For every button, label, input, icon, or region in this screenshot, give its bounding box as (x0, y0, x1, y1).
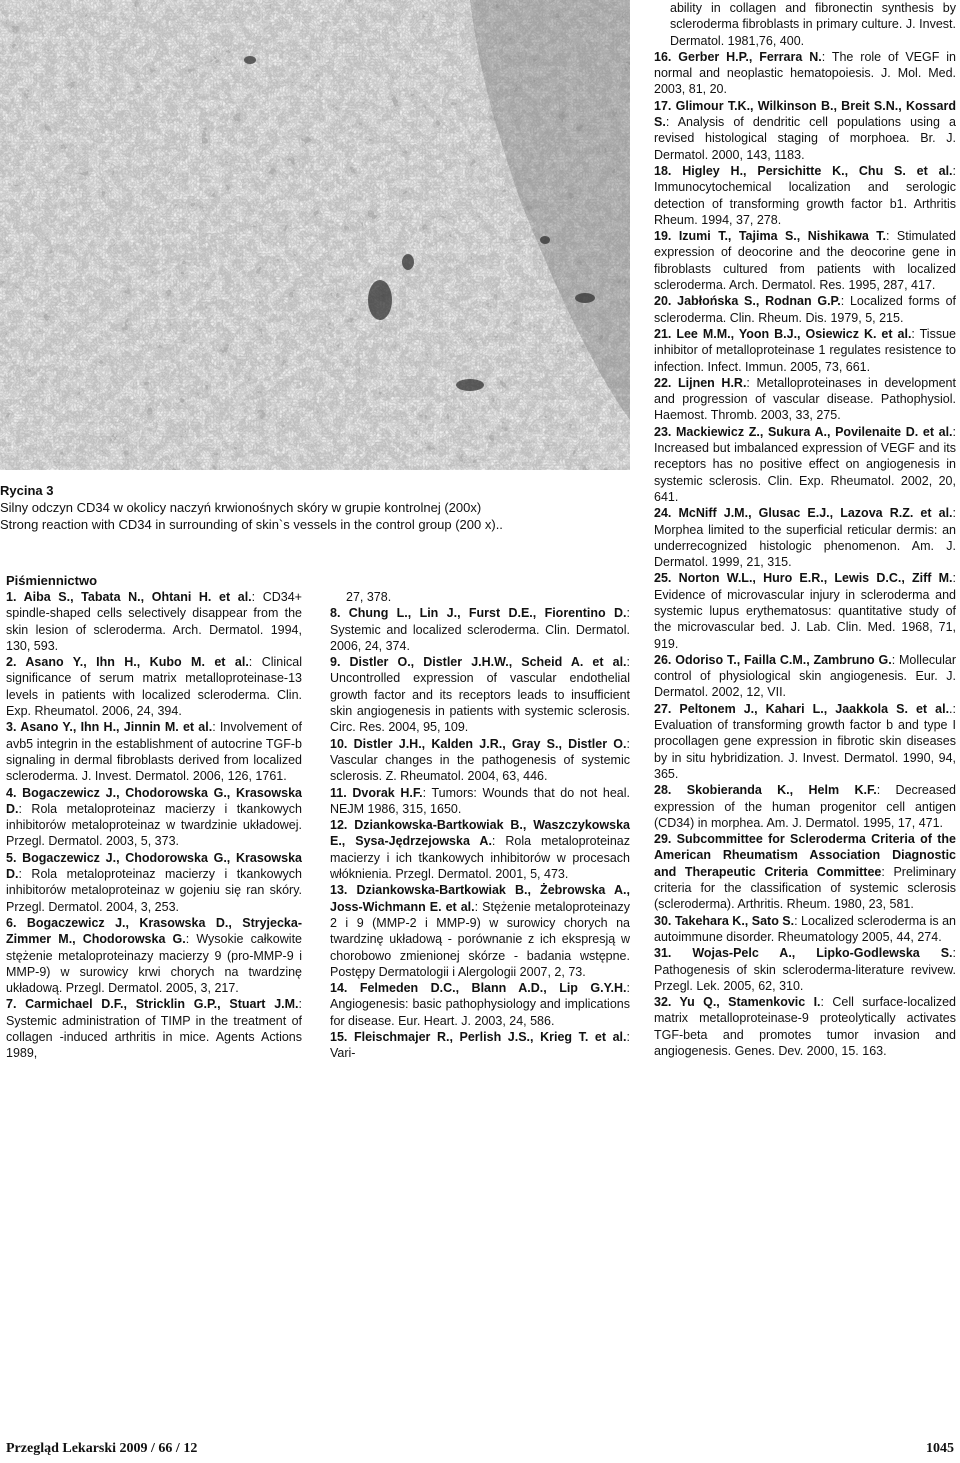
journal-footer: Przegląd Lekarski 2009 / 66 / 12 (6, 1441, 198, 1456)
reference-text: : Uncontrolled expression of vascular endothelial growth factor and its receptors leads to insufficient skin angiogenesis in patients with systemic sclerosis. Circ. Res. 2004, 95, 109. (330, 655, 630, 735)
reference-text: : Involvement of avb5 integrin in the establishment of autocrine TGF-b signaling in dermal fibroblasts derived from localized scleroderma. J. Invest. Dermatol. 2006, 126, 1761. (6, 720, 302, 784)
reference-item (6, 654, 302, 719)
reference-text: : Systemic administration of TIMP in the treatment of collagen -induced arthritis in mice. Agents Actions 1989, (6, 997, 302, 1061)
reference-item (654, 424, 956, 505)
reference-text: : Vari- (330, 1030, 630, 1061)
reference-authors: 10. Distler J.H., Kalden J.R., Gray S., Distler O. (330, 736, 627, 751)
reference-text: : The role of VEGF in normal and neoplastic hematopoiesis. J. Mol. Med. 2003, 81, 20. (654, 49, 956, 97)
reference-item (654, 652, 956, 701)
reference-text: : Tumors: Wounds that do not heal. NEJM 1986, 315, 1650. (330, 785, 630, 816)
reference-text: : Preliminary criteria for the classification of systemic sclerosis (scleroderma). Arthritis. Rheum. 1980, 23, 581. (654, 864, 956, 912)
reference-item (654, 701, 956, 782)
reference-item (654, 831, 956, 912)
reference-text: : Systemic and localized scleroderma. Clin. Dermatol. 2006, 24, 374. (330, 606, 630, 653)
reference-item (654, 945, 956, 994)
reference-text: : Morphea limited to the superficial reticular dermis: an underrecognized histologic phenomenon. Am. J. Dermatol. 1999, 21, 315. (654, 506, 956, 570)
reference-text: : CD34+ spindle-shaped cells selectively disappear from the skin lesion of scleroderma. Arch. Dermatol. 1994, 130, 593. (6, 590, 302, 653)
figure-label: Rycina 3 (0, 483, 54, 498)
reference-authors: 29. Subcommittee for Scleroderma Criteria of the American Rheumatism Association Diagnostic and Therapeutic Criteria Committee (654, 832, 956, 879)
reference-item (330, 605, 630, 654)
reference-text: : Localized scleroderma is an autoimmune disorder. Rheumatology 2005, 44, 274. (654, 913, 956, 944)
reference-authors: 8. Chung L., Lin J., Furst D.E., Fiorentino D. (330, 606, 627, 621)
reference-authors: 15. Fleischmajer R., Perlish J.S., Krieg T. et al. (330, 1030, 627, 1045)
reference-item (6, 996, 302, 1061)
reference-authors: 13. Dziankowska-Bartkowiak B., Żebrowska A., Joss-Wichmann E. et al. (330, 883, 630, 914)
reference-text: : Tissue inhibitor of metalloproteinase 1 regulates resistence to infection. Infect. Immun. 2005, 73, 661. (654, 326, 956, 374)
reference-item (654, 49, 956, 98)
reference-item (654, 98, 956, 163)
reference-authors: 2. Asano Y., Ihn H., Kubo M. et al. (6, 655, 249, 670)
reference-item (654, 913, 956, 946)
reference-authors: 1. Aiba S., Tabata N., Ohtani H. et al. (6, 590, 252, 604)
reference-item (6, 589, 302, 654)
reference-authors: 26. Odoriso T., Failla C.M., Zambruno G. (654, 652, 892, 667)
reference-text: : Pathogenesis of skin scleroderma-literature revivew. Przegl. Lek. 2005, 62, 310. (654, 946, 956, 993)
reference-text: : Immunocytochemical localization and serologic detection of transforming growth factor b1. Arthritis Rheum. 1994, 37, 278. (654, 163, 956, 227)
reference-text: : Vascular changes in the pathogenesis of systemic sclerosis. Z. Rheumatol. 2004, 63, 446. (330, 736, 630, 784)
reference-authors: 32. Yu Q., Stamenkovic I. (654, 995, 821, 1010)
reference-item (330, 980, 630, 1029)
reference-authors: 18. Higley H., Persichitte K., Chu S. et al. (654, 163, 953, 178)
references-column-1 (6, 589, 302, 1062)
reference-text: : Mollecular control of physiological skin angiogenesis. Eur. J. Dermatol. 2002, 12, VII. (654, 652, 956, 700)
reference-authors: 20. Jabłońska S., Rodnan G.P. (654, 294, 841, 309)
reference-text: : Localized forms of scleroderma. Clin. Rheum. Dis. 1979, 5, 215. (654, 294, 956, 325)
reference-item (654, 375, 956, 424)
reference-item (654, 326, 956, 375)
reference-item (330, 589, 630, 605)
reference-item (6, 719, 302, 784)
reference-text: : Decreased expression of the human progenitor cell antigen (CD34) in morphea. Am. J. Dermatol. 1995, 17, 471. (654, 783, 956, 830)
reference-authors: 11. Dvorak H.F. (330, 785, 423, 800)
reference-item (330, 785, 630, 818)
reference-text: : Evidence of microvascular injury in scleroderma and systemic lupus erythematosus: quantitative study of the microvascular bed. J. Lab. Clin. Med. 1968, 71, 919. (654, 571, 956, 651)
reference-text: : Rola metaloproteinaz macierzy i tkankowych inhibitorów metaloproteinaz w gojeniu się ran skóry. Przegl. Dermatol. 2004, 3, 253. (6, 867, 302, 914)
reference-authors: 14. Felmeden D.C., Blann A.D., Lip G.Y.H. (330, 981, 627, 996)
reference-authors: 12. Dziankowska-Bartkowiak B., Waszczykowska E., Sysa-Jędrzejowska A. (330, 818, 630, 849)
reference-authors: 28. Skobieranda K., Helm K.F. (654, 783, 877, 798)
reference-text: : Angiogenesis: basic pathophysiology and implications for disease. Eur. Heart. J. 2003, 24, 586. (330, 981, 630, 1028)
reference-item (654, 293, 956, 326)
reference-authors: 21. Lee M.M., Yoon B.J., Osiewicz K. et al. (654, 326, 912, 341)
reference-item (6, 850, 302, 915)
reference-text: ability in collagen and fibronectin synthesis by scleroderma fibroblasts in primary culture. J. Invest. Dermatol. 1981,76, 400. (670, 1, 956, 48)
reference-text: : Cell surface-localized matrix metalloproteinase-9 proteolytically activates TGF-beta and promotes tumor invasion and angiogenesis. Genes. Dev. 2000, 15. 163. (654, 995, 957, 1058)
references-column-3 (654, 0, 956, 1059)
reference-authors: 25. Norton W.L., Huro E.R., Lewis D.C., Ziff M. (654, 571, 953, 586)
reference-authors: 23. Mackiewicz Z., Sukura A., Povilenaite D. et al. (654, 424, 953, 439)
reference-item (6, 915, 302, 996)
reference-authors: 27. Peltonem J., Kahari L., Jaakkola S. et al. (654, 701, 950, 716)
reference-authors: 22. Lijnen H.R. (654, 375, 747, 390)
figure-title-pl: Silny odczyn CD34 w okolicy naczyń krwionośnych skóry w grupie kontrolnej (200x) (0, 500, 482, 515)
reference-item (654, 505, 956, 570)
reference-item (654, 228, 956, 293)
reference-text: : Stężenie metaloproteinazy 2 i 9 (MMP-2 i MMP-9) w surowicy chorych na twardzinę układową - porównanie z ich ekspresją w chorobowo zmienionej skórze - badania wstępne. Postępy Dermatologii i Alergologii 2007, 2, 73. (330, 899, 630, 979)
reference-text: : Rola metaloproteinaz macierzy i ich tkankowych inhibitorów w procesach włóknienia. Przegl. Dermatol. 2001, 5, 473. (330, 834, 630, 882)
reference-authors: 16. Gerber H.P., Ferrara N. (654, 49, 822, 64)
reference-text: : Wysokie całkowite stężenie metaloproteinazy macierzy 9 (pro-MMP-9 i MMP-9) w surowicy krwi chorych na twardzinę układową. Przegl. Dermatol. 2005, 3, 217. (6, 932, 302, 996)
reference-text: .: Evaluation of transforming growth factor b and type I procollagen gene expression in fibrotic skin diseases by in situ hybridization. J. Invest. Dermatol. 1990, 94, 365. (654, 701, 956, 781)
reference-item (330, 1029, 630, 1062)
reference-authors: 9. Distler O., Distler J.H.W., Scheid A. et al. (330, 655, 627, 670)
reference-item (6, 785, 302, 850)
reference-item (654, 0, 956, 49)
reference-item (330, 882, 630, 980)
reference-text: : Rola metaloproteinaz macierzy i tkankowych inhibitorów metaloproteinaz w twardzinie układowej. Przegl. Dermatol. 2003, 5, 373. (6, 801, 302, 849)
reference-item (654, 994, 956, 1059)
reference-item (654, 782, 956, 831)
reference-item (330, 736, 630, 785)
references-column-2 (330, 589, 630, 1062)
reference-text: : Analysis of dendritic cell populations using a revised histological staging of morphoea. Br. J. Dermatol. 2000, 143, 1183. (654, 115, 956, 162)
reference-item (654, 163, 956, 228)
reference-authors: 30. Takehara K., Sato S. (654, 913, 795, 928)
reference-text: : Stimulated expression of deocorine and the deocorine gene in fibroblasts cultured from patients with localized scleroderma. Arch. Dermatol. Res. 1995, 287, 417. (654, 229, 956, 293)
figure-title-en: Strong reaction with CD34 in surrounding of skin`s vessels in the control group (200 x).. (0, 517, 503, 532)
reference-item (330, 817, 630, 882)
reference-authors: 24. McNiff J.M., Glusac E.J., Lazova R.Z. et al. (654, 506, 953, 521)
reference-item (330, 654, 630, 735)
reference-authors: 5. Bogaczewicz J., Chodorowska G., Krasowska D. (6, 850, 302, 882)
reference-authors: 7. Carmichael D.F., Stricklin G.P., Stuart J.M. (6, 997, 299, 1012)
reference-authors: 17. Glimour T.K., Wilkinson B., Breit S.N., Kossard S. (654, 98, 956, 130)
reference-text: : Metalloproteinases in development and progression of vascular disease. Pathophysiol. Haemost. Thromb. 2003, 33, 275. (654, 375, 956, 423)
reference-text: 27, 378. (346, 590, 392, 604)
references-heading: Piśmiennictwo (6, 573, 98, 588)
histology-micrograph (0, 0, 630, 470)
page-number: 1045 (926, 1441, 954, 1456)
reference-authors: 6. Bogaczewicz J., Krasowska D., Stryjecka-Zimmer M., Chodorowska G. (6, 915, 302, 947)
reference-text: : Clinical significance of serum matrix metalloproteinase-13 levels in patients with localized scleroderma. Clin. Exp. Rheumatol. 2006, 24, 394. (6, 655, 302, 719)
reference-authors: 3. Asano Y., Ihn H., Jinnin M. et al. (6, 720, 213, 735)
reference-item (654, 570, 956, 651)
reference-authors: 31. Wojas-Pelc A., Lipko-Godlewska S. (654, 946, 953, 961)
reference-authors: 4. Bogaczewicz J., Chodorowska G., Krasowska D. (6, 785, 302, 816)
reference-text: : Increased but imbalanced expression of VEGF and its receptors has no positive effect on angiogenesis in systemic sclerosis. Clin. Exp. Rheumatol. 2002, 20, 641. (654, 424, 956, 504)
figure-caption (0, 482, 640, 533)
reference-authors: 19. Izumi T., Tajima S., Nishikawa T. (654, 229, 886, 244)
